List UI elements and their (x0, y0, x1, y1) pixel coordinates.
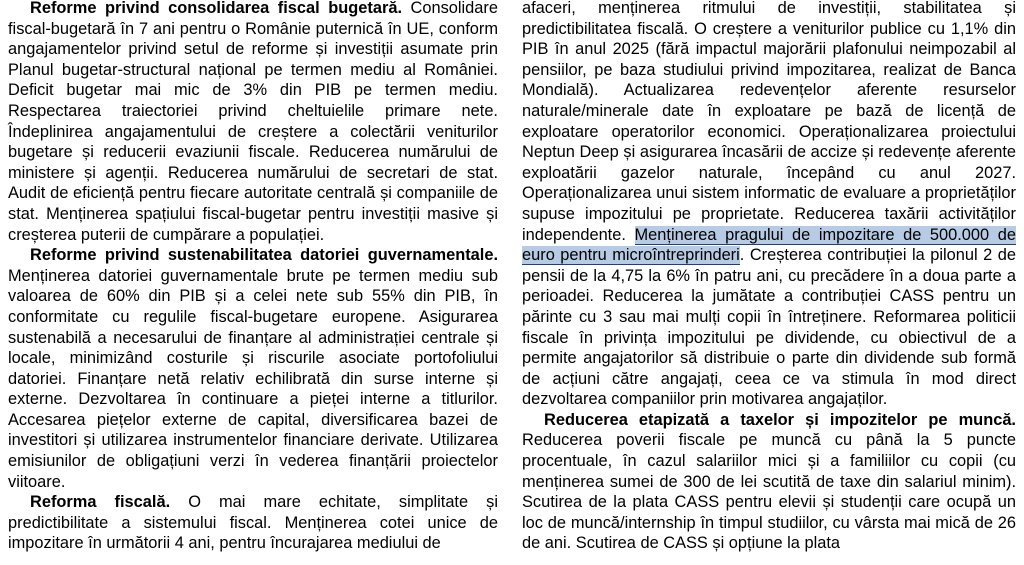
section-body-fiscal-reform: O mai mare echitate, simplitate și predictibilitate a sistemului fiscal. Menținerea cotei unice de impozitare în următorii 4 ani, pentru încurajarea mediului de (8, 493, 498, 553)
section-title-debt-sustainability: Reforme privind sustenabilitatea datoriei guvernamentale. (30, 246, 498, 265)
section-labor-tax-reduction (522, 410, 1016, 554)
fiscal-reform-text-before: afaceri, menținerea ritmului de investiții, stabilitatea și predictibilitatea fiscală. O creștere a veniturilor publice cu 1,1% din PIB în anul 2025 (fără impactul majorării plafonului neimpozabil al pensiilor, pe baza studiului privind impozitarea, realizat de Banca Mondială). Actualizarea redevențelor aferente resurselor naturale/minerale date în exploatare pe bază de licență de exploatare operatorilor economici. Operaționalizarea proiectului Neptun Deep și asigurarea încasării de accize și redevențe aferente exploatării gazelor naturale, începând cu anul 2027. Operaționalizarea unui sistem informatic de evaluare a proprietăților supuse impozitului pe proprietate. Reducerea taxării activităților independente. (522, 0, 1016, 244)
left-column (8, 0, 498, 554)
section-title-labor-tax-reduction: Reducerea etapizată a taxelor și impozitelor pe muncă. (544, 410, 1016, 429)
section-body-labor-tax-reduction: Reducerea poverii fiscale pe muncă cu până la 5 puncte procentuale, în cazul salariilor mici și a familiilor cu copii (cu menținerea sumei de 300 de lei scutită de taxe din salariul minim). Scutirea de la plata CASS pentru elevii și studenții care ocupă un loc de muncă/internship în timpul studiilor, cu vârsta mai mică de 26 de ani. Scutirea de CASS și opțiune la plata (522, 431, 1016, 553)
section-body-debt-sustainability: Menținerea datoriei guvernamentale brute pe termen mediu sub valoarea de 60% din PIB și a celei nete sub 55% din PIB, în conformitate cu regulile fiscal-bugetare europene. Asigurarea sustenabilă a necesarului de finanțare al administrației centrale și locale, minimizând costurile și riscurile asociate portofoliului datoriei. Finanțare netă relativ echilibrată din surse interne și externe. Dezvoltarea în continuare a pieței interne a titlurilor. Accesarea piețelor externe de capital, diversificarea bazei de investitori și utilizarea instrumentelor financiare derivate. Utilizarea emisiunilor de obligațiuni verzi în vederea finanțării proiectelor viitoare. (8, 266, 498, 491)
selected-text-highlight[interactable]: Menținerea pragului de impozitare de 500.000 de euro pentru microîntreprinderi (522, 225, 1016, 265)
section-title-fiscal-reform: Reforma fiscală. (30, 493, 171, 512)
section-debt-sustainability (8, 245, 498, 492)
fiscal-reform-continuation (522, 0, 1016, 410)
section-fiscal-consolidation (8, 0, 498, 245)
section-title-fiscal-consolidation: Reforme privind consolidarea fiscal bugetară. (30, 0, 402, 17)
fiscal-reform-text-after: . Creșterea contribuției la pilonul 2 de pensii de la 4,75 la 6% în patru ani, cu precădere în a doua parte a perioadei. Reducerea la jumătate a contribuției CASS pentru un părinte cu 3 sau mai mulți copii în întreținere. Reformarea politicii fiscale în privința impozitului pe dividende, cu obiectivul de a permite angajatorilor să distribuie o parte din dividende sub formă de acțiuni către angajați, ceea ce va stimula în mod direct dezvoltarea companiilor prin motivarea angajaților. (522, 246, 1016, 409)
right-column (522, 0, 1016, 554)
section-body-fiscal-consolidation: Consolidare fiscal-bugetară în 7 ani pentru o Românie puternică în UE, conform angajamentelor privind setul de reforme și investiții asumate prin Planul bugetar-structural național pe termen mediu al României. Deficit bugetar mai mic de 3% din PIB pe termen mediu. Respectarea traiectoriei privind cheltuielile primare nete. Îndeplinirea angajamentului de creștere a colectării veniturilor bugetare și reducerii evaziunii fiscale. Reducerea numărului de ministere și agenții. Reducerea numărului de secretari de stat. Audit de eficiență pentru fiecare autoritate centrală și companiile de stat. Menținerea spațiului fiscal-bugetar pentru investiții masive și creșterea puterii de cumpărare a populației. (8, 0, 498, 244)
section-fiscal-reform (8, 492, 498, 554)
